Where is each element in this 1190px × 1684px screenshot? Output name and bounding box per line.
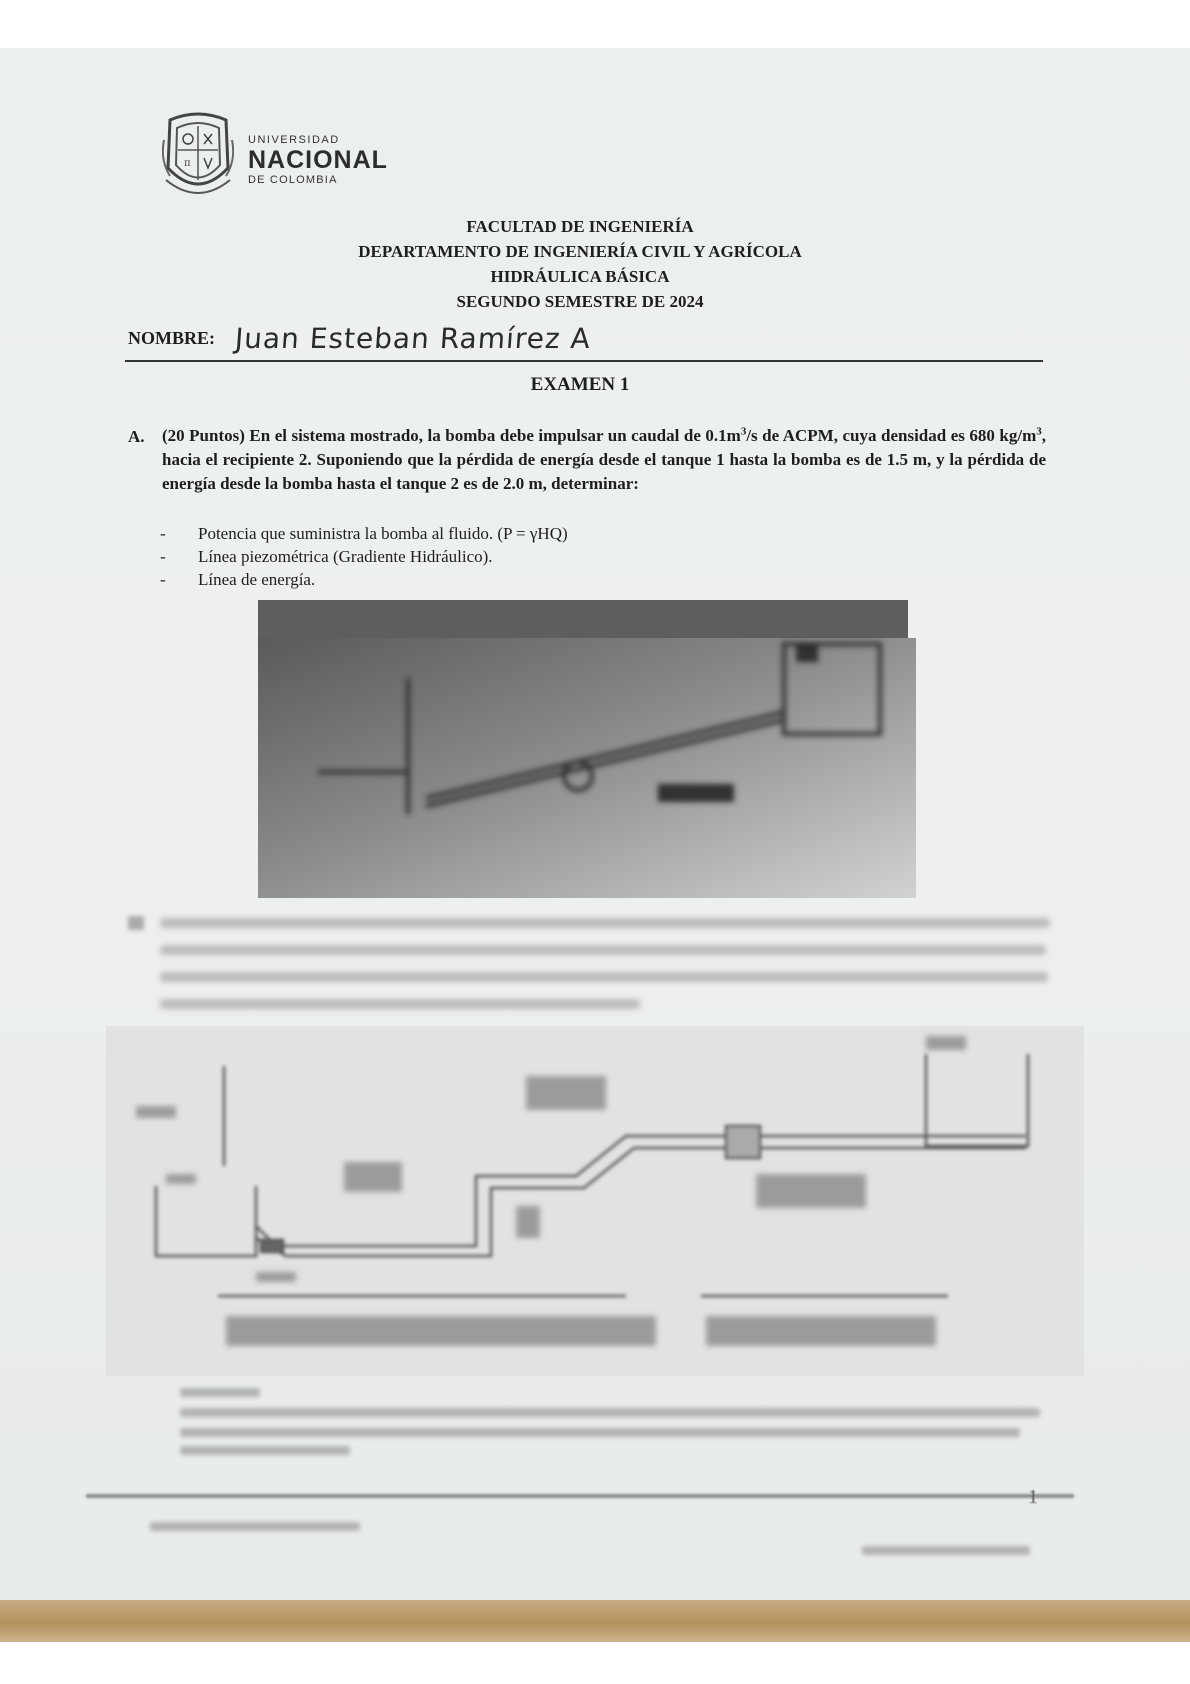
university-logo xyxy=(162,110,402,206)
question-a-sup2: 3 xyxy=(1036,425,1042,438)
question-b-text-blurred xyxy=(160,918,1050,1026)
blurred-footer-left xyxy=(150,1522,360,1531)
university-seal-icon xyxy=(162,110,234,202)
question-a-sup1: 3 xyxy=(740,425,747,438)
exam-header xyxy=(250,214,910,314)
bullet-item xyxy=(160,568,760,591)
blurred-note xyxy=(180,1408,1040,1417)
page-number: 1 xyxy=(1028,1486,1038,1508)
blurred-text-line xyxy=(160,918,1050,928)
exam-title: EXAMEN 1 xyxy=(530,374,630,395)
bullet-item xyxy=(160,522,760,545)
faculty-title: FACULTAD DE INGENIERÍA xyxy=(466,217,694,236)
logo-line-nacional: NACIONAL xyxy=(248,146,388,174)
bullet-marker: - xyxy=(160,570,166,589)
department-title: DEPARTAMENTO DE INGENIERÍA CIVIL Y AGRÍCOLA xyxy=(358,242,802,261)
blurred-footer-right xyxy=(862,1546,1030,1555)
logo-line-de-colombia: DE COLOMBIA xyxy=(248,174,338,186)
bullet-text: Potencia que suministra la bomba al fluido. (P = γHQ) xyxy=(198,524,568,543)
svg-text:π: π xyxy=(184,158,191,169)
blurred-text-line xyxy=(160,999,640,1009)
handwritten-name: Juan Esteban Ramírez A xyxy=(233,322,592,355)
table-edge xyxy=(0,1600,1190,1642)
bullet-item xyxy=(160,545,760,568)
footer-rule xyxy=(86,1494,1074,1498)
pipe-network-figure xyxy=(106,1026,1084,1376)
logo-line-universidad: UNIVERSIDAD xyxy=(248,134,340,146)
question-a-text-part3: , hacia el recipiente 2. Suponiendo que la pérdida de energía desde el tanque 1 hasta la bomba es de 1.5 m, y la pérdida de energía desde la bomba hasta el tanque 2 es de 2.0 m, determinar: xyxy=(162,426,1046,493)
blurred-note xyxy=(180,1446,350,1455)
blurred-note xyxy=(180,1388,260,1397)
blurred-text-line xyxy=(160,972,1048,982)
pump-system-figure xyxy=(258,600,916,898)
question-a-text xyxy=(162,424,1046,496)
question-a-text-part1: (20 Puntos) En el sistema mostrado, la bomba debe impulsar un caudal de 0.1m xyxy=(162,426,741,445)
blurred-text-line xyxy=(160,945,1046,955)
bullet-marker: - xyxy=(160,524,166,543)
blurred-note xyxy=(180,1428,1020,1437)
name-field xyxy=(125,322,1043,362)
bullet-text: Línea piezométrica (Gradiente Hidráulico). xyxy=(198,547,493,566)
semester-title: SEGUNDO SEMESTRE DE 2024 xyxy=(456,292,704,311)
question-a-letter: A. xyxy=(128,427,145,446)
course-title: HIDRÁULICA BÁSICA xyxy=(490,267,670,286)
question-a-bullets xyxy=(160,522,760,591)
bullet-text: Línea de energía. xyxy=(198,570,316,589)
question-b-letter-blurred xyxy=(128,916,144,930)
university-wordmark xyxy=(248,134,388,187)
question-a-text-part2: /s de ACPM, cuya densidad es 680 kg/m xyxy=(746,426,1037,445)
bullet-marker: - xyxy=(160,547,166,566)
name-label: NOMBRE: xyxy=(128,328,215,348)
